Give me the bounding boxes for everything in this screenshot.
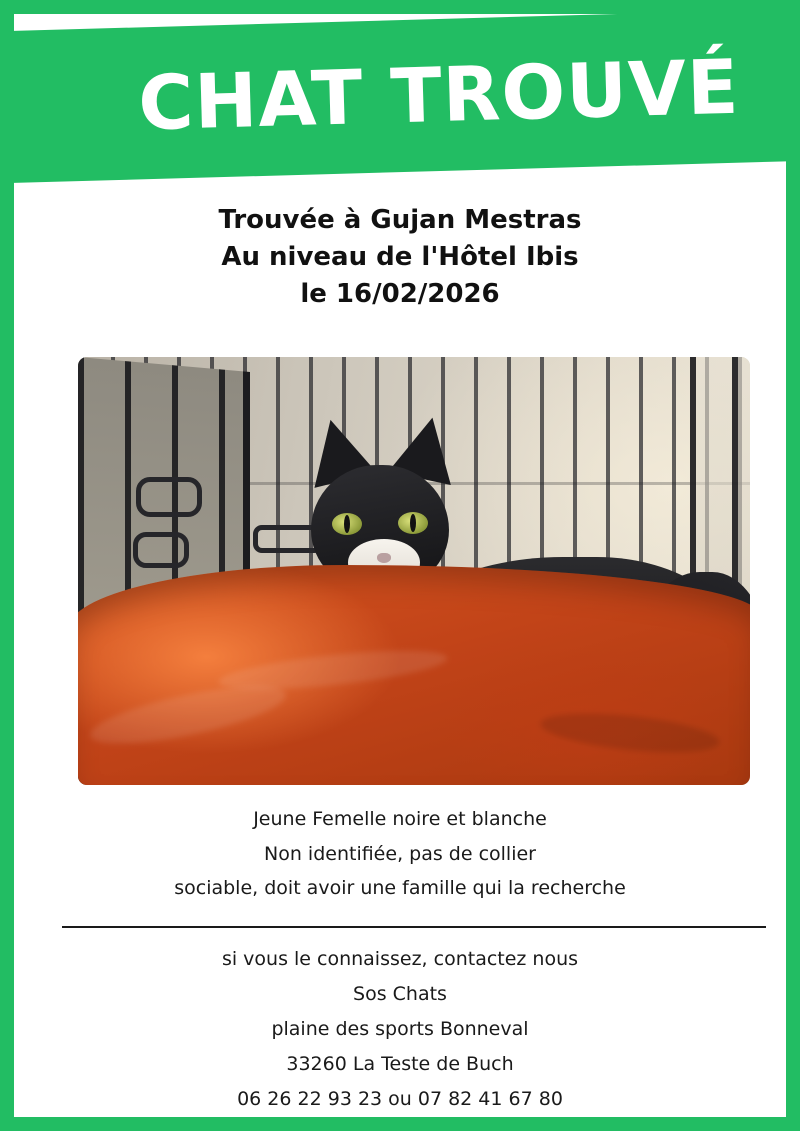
poster-inner xyxy=(14,14,786,1117)
blanket-fold xyxy=(217,643,449,697)
contact-line-phone[interactable]: 06 26 22 93 23 ou 07 82 41 67 80 xyxy=(237,1087,563,1110)
section-divider xyxy=(62,926,766,928)
description-line-appearance: Jeune Femelle noire et blanche xyxy=(253,808,547,830)
found-line-location: Trouvée à Gujan Mestras xyxy=(218,205,582,235)
cage-latch-lower-icon xyxy=(133,532,189,568)
contact-line-street: plaine des sports Bonneval xyxy=(271,1017,529,1040)
cat-eye-left xyxy=(332,513,362,535)
cat-eye-right xyxy=(398,512,428,534)
contact-line-city: 33260 La Teste de Buch xyxy=(286,1052,514,1075)
orange-blanket xyxy=(78,565,750,785)
found-details xyxy=(14,202,786,313)
found-line-landmark: Au niveau de l'Hôtel Ibis xyxy=(221,241,579,272)
contact-line-intro: si vous le connaissez, contactez nous xyxy=(221,948,579,970)
cat-nose xyxy=(377,553,391,563)
blanket-fold xyxy=(539,707,722,760)
poster-title: CHAT TROUVÉ xyxy=(137,42,741,147)
cat-photo-image xyxy=(78,357,750,785)
contact-line-organization: Sos Chats xyxy=(353,982,447,1005)
cat-photo xyxy=(78,357,750,785)
contact-details xyxy=(14,942,786,1117)
found-line-date: le 16/02/2026 xyxy=(300,278,500,309)
description-line-temperament: sociable, doit avoir une famille qui la recherche xyxy=(174,877,626,900)
cage-latch-upper-icon xyxy=(136,477,202,517)
description-line-identification: Non identifiée, pas de collier xyxy=(264,842,536,865)
cat-description xyxy=(14,802,786,906)
poster-banner xyxy=(14,14,786,184)
